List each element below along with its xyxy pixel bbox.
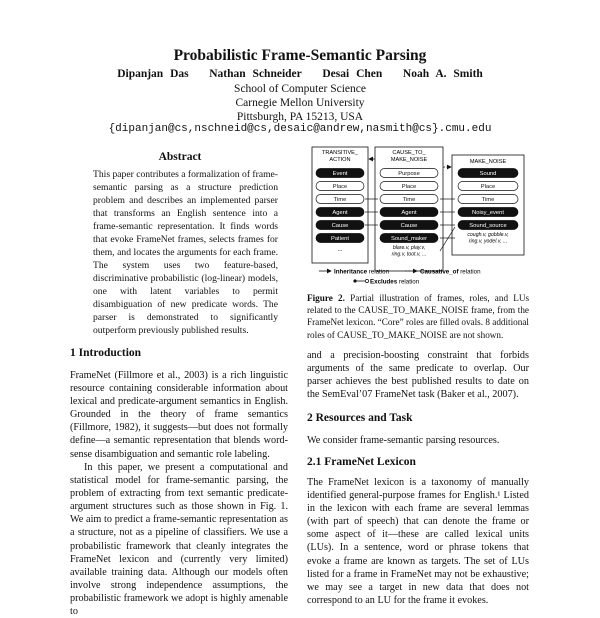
section-heading: 1 Introduction	[70, 347, 142, 359]
legend-excludes: Excludes relation	[370, 278, 420, 286]
frame-title: TRANSITIVE_	[321, 150, 359, 156]
legend-inheritance: Inheritance relation	[334, 268, 390, 276]
role-link	[440, 227, 455, 251]
role-label: Purpose	[398, 171, 420, 178]
frame-title: ACTION	[329, 157, 351, 163]
intro-paragraph-1: FrameNet (Fillmore et al., 2003) is a rich linguistic resource containing considerable information about lexical and predicate-argument semantics in English. Grounded in the theory of frame semantics (Fillmore, 1982), it suggests—but does not formally define—a semantic representation that blends word-sense disambiguation and semantic role labeling.	[70, 370, 288, 460]
role-label: Sound_maker	[390, 236, 428, 243]
legend-excludes-dot	[365, 279, 368, 282]
role-label: Place	[332, 184, 348, 191]
author: Nathan Schneider	[209, 68, 302, 80]
role-label: Cause	[400, 223, 418, 230]
author: Noah A. Smith	[402, 68, 483, 80]
role-label: Sound	[479, 171, 497, 178]
more-roles-ellipsis: ...	[337, 247, 343, 253]
frame-title: MAKE_NOISE	[390, 157, 428, 163]
lexical-units: cough.v, gobble.v,	[467, 232, 509, 238]
legend-causative: Causative_of relation	[420, 268, 481, 276]
role-label: Event	[332, 171, 348, 178]
lexical-units: blare.v, play.v,	[392, 245, 426, 251]
figure-caption-text: Partial illustration of frames, roles, and LUs related to the CAUSE_TO_MAKE_NOISE frame, from the FrameNet lexicon. “Core” roles are filled ovals. 8 additional roles of CAUSE_TO_MAKE_NOISE are not shown.	[307, 293, 530, 340]
role-label: Patient	[330, 236, 350, 243]
intro-paragraph-2: In this paper, we present a computational and statistical model for frame-semantic parsing, the problem of extracting from text semantic predicate-argument structures such as those shown in Fig. 1. We aim to predict a frame-semantic representation as a structure, not as a pipeline of classifiers. We use a probabilistic framework that cleanly integrates the FrameNet lexicon and (currently very limited) available training data. Although our models often involve strong independence assumptions, the probabilistic framework we adopt is highly amenable to	[70, 462, 288, 618]
frame-diagram	[307, 145, 529, 287]
frame-box	[312, 147, 368, 263]
author: Desai Chen	[322, 68, 383, 80]
author-list	[0, 68, 600, 80]
role-label: Time	[402, 197, 416, 204]
section-2-1-paragraph: The FrameNet lexicon is a taxonomy of manually identified general-purpose frames for English.¹ Listed in the lexicon with each frame are several lemmas (with part of speech) that can denote the frame or some aspect of it—these are called lexical units (LUs). In a sentence, word or phrase tokens that evoke a frame are known as targets. The set of LUs listed for a frame in FrameNet may not be exhaustive; we may see a target in new data that does not correspond to an LU for the frame it evokes.	[307, 477, 529, 606]
frame-title: CAUSE_TO_	[392, 150, 426, 156]
subsection-heading: 2.1 FrameNet Lexicon	[307, 456, 416, 468]
figure-caption-label: Figure 2.	[307, 293, 345, 303]
lexical-units: ring.v, toot.v, ...	[391, 251, 427, 258]
affiliation-city: Pittsburgh, PA 15213, USA	[236, 111, 364, 123]
section-heading: 2 Resources and Task	[307, 412, 413, 424]
lexical-units: ring.v, yodel.v, ...	[468, 238, 508, 245]
role-label: Time	[333, 197, 347, 204]
role-label: Time	[481, 197, 495, 204]
section-2-paragraph: We consider frame-semantic parsing resources.	[307, 435, 500, 446]
role-label: Cause	[331, 223, 349, 230]
role-label: Agent	[401, 210, 417, 217]
role-label: Sound_source	[469, 223, 507, 230]
abstract-text: This paper contributes a formalization of frame-semantic parsing as a structure prediction problem and describes an implemented parser that transforms an English sentence into a frame-semantic representation. It finds words that evoke FrameNet frames, selects frames for them, and locates the arguments for each frame. The system uses two feature-based, discriminative probabilistic (log-linear) models, one with latent variables to permit disambiguation of new predicate words. The parser is demonstrated to significantly outperform previously published results.	[93, 169, 278, 336]
abstract-heading: Abstract	[158, 151, 202, 163]
figure-caption	[307, 292, 529, 341]
author-emails: {dipanjan@cs,nschneid@cs,desaic@andrew,nasmith@cs}.cmu.edu	[108, 123, 492, 135]
paper-title: Probabilistic Frame-Semantic Parsing	[173, 47, 427, 64]
affiliation-school: School of Computer Science	[234, 83, 366, 95]
role-label: Place	[480, 184, 496, 191]
affiliation-university: Carnegie Mellon University	[235, 97, 365, 109]
role-label: Noisy_event	[472, 210, 504, 217]
legend-excludes-dot	[353, 279, 356, 282]
role-label: Place	[401, 184, 417, 191]
right-paragraph-1: and a precision-boosting constraint that forbids arguments of the same predicate to overlap. Our parser achieves the best published results to date on the SemEval’07 FrameNet task (Baker et al., 2007).	[307, 350, 529, 401]
frame-title: MAKE_NOISE	[469, 159, 507, 165]
author: Dipanjan Das	[117, 68, 189, 80]
role-label: Agent	[332, 210, 348, 217]
